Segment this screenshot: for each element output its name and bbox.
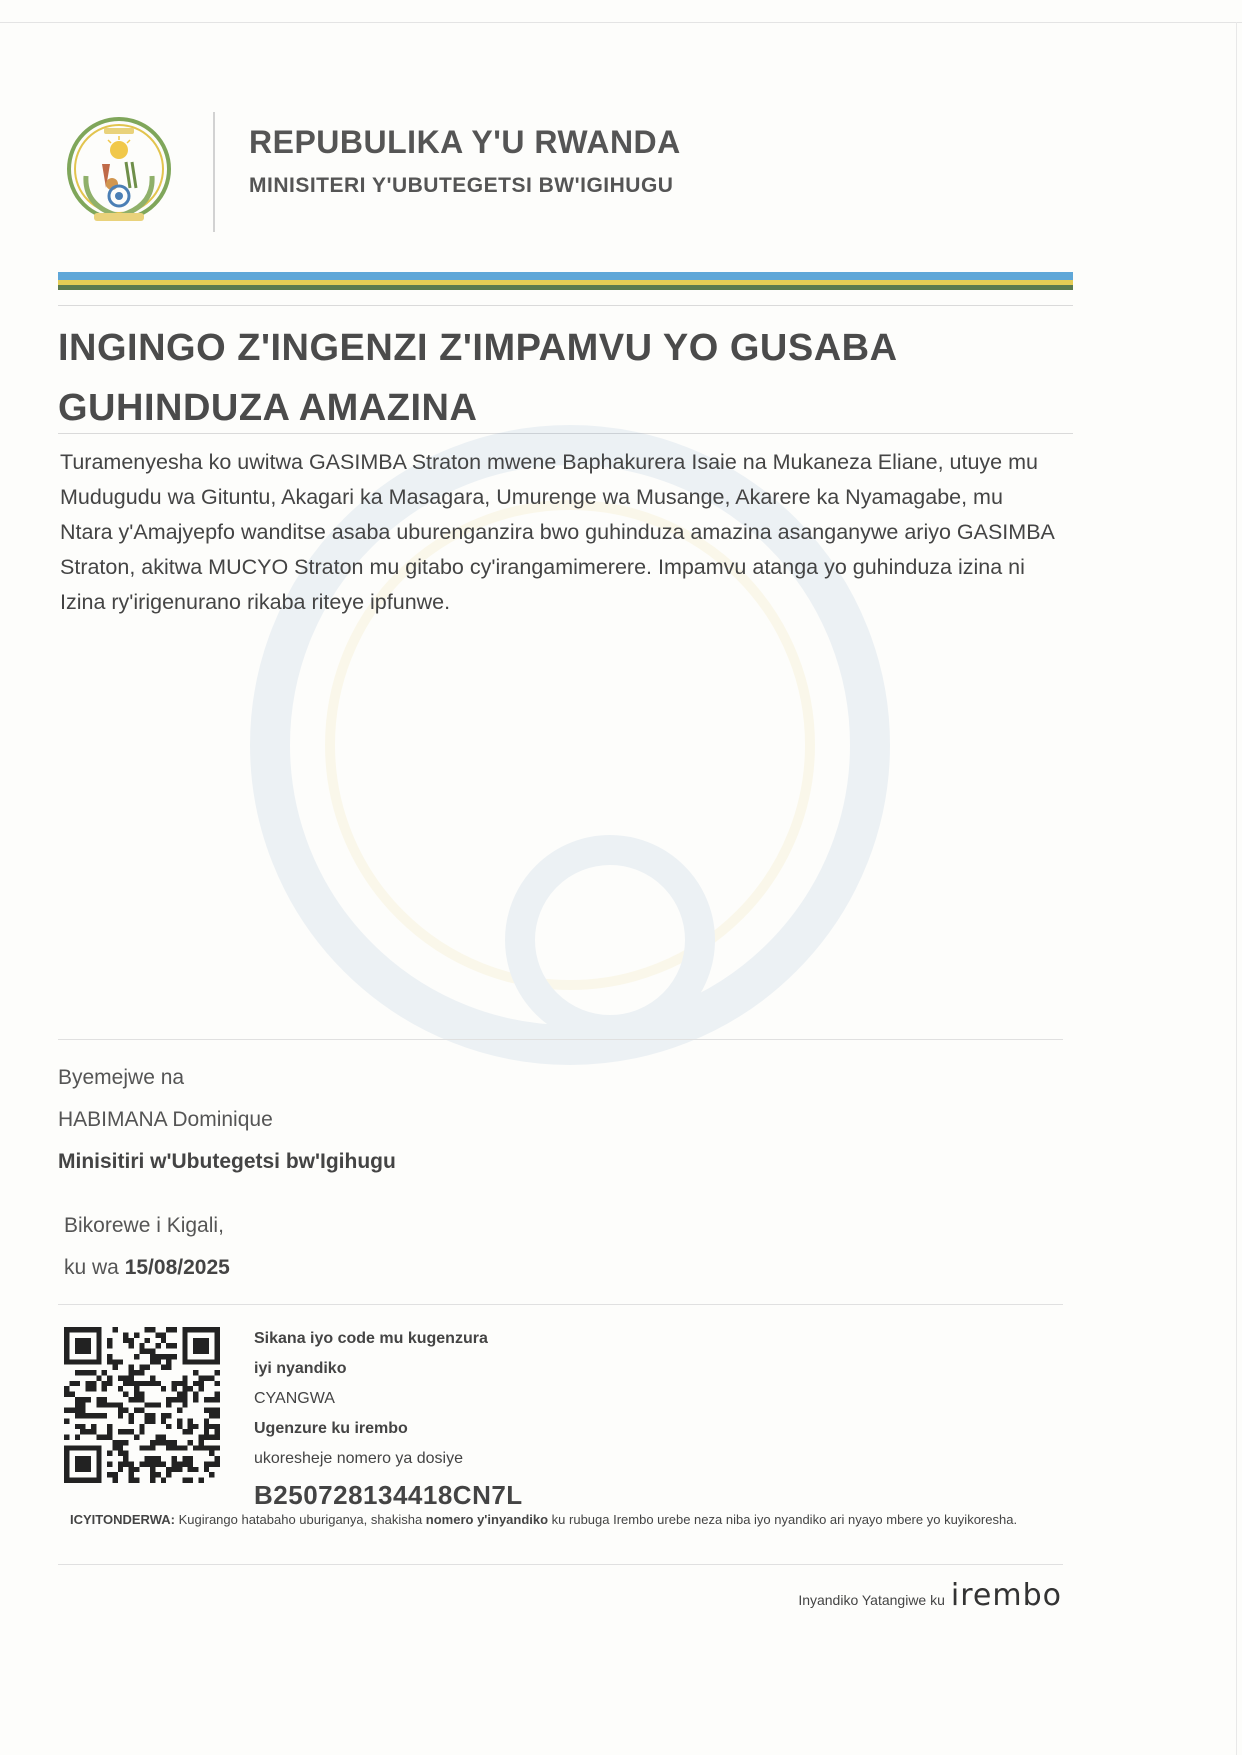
document-body: Turamenyesha ko uwitwa GASIMBA Straton mwene Baphakurera Isaie na Mukaneza Eliane, utuye mu Mudugudu wa Gituntu, Akagari ka Masagara, Umurenge wa Musange, Akarere ka Nyamagabe, mu Ntara y'Amajyepfo wanditse asaba uburenganzira bwo guhinduza amazina asanganywe ariyo GASIMBA Straton, akitwa MUCYO Straton mu gitabo cy'irangamimerere. Impamvu atanga yo guhinduza izina ni Izina ry'irigenurano rikaba riteye ipfunwe.	[60, 450, 1054, 614]
divider	[58, 1039, 1063, 1040]
qr-code-icon[interactable]	[64, 1327, 220, 1483]
page-right-edge	[1236, 22, 1237, 1755]
irembo-logo[interactable]: irembo	[950, 1578, 1062, 1613]
divider	[58, 305, 1073, 306]
flag-stripe-blue	[58, 272, 1073, 280]
footer	[798, 1578, 1062, 1613]
dossier-number: B250728134418CN7L	[254, 1480, 523, 1510]
ministry-heading: MINISITERI Y'UBUTEGETSI BW'IGIHUGU	[249, 174, 674, 197]
notice-highlight: nomero y'inyandiko	[425, 1512, 549, 1527]
notice-text-b: ku rubuga Irembo urebe neza niba iyo nyandiko ari nyayo mbere yo kuyikoresha.	[548, 1512, 1018, 1527]
verify-line-1: Sikana iyo code mu kugenzura	[254, 1330, 488, 1347]
verify-line-4: Ugenzure ku irembo	[254, 1420, 408, 1437]
verify-line-5: ukoresheje nomero ya dosiye	[254, 1450, 464, 1467]
issue-place: Bikorewe i Kigali,	[64, 1214, 224, 1237]
divider	[58, 1304, 1063, 1305]
verification-block	[254, 1324, 754, 1511]
document-title: INGINGO Z'INGENZI Z'IMPAMVU YO GUSABA GUHINDUZA AMAZINA	[58, 327, 897, 429]
page-top-edge	[0, 22, 1242, 23]
notice	[70, 1508, 1030, 1532]
issue-date-line	[64, 1256, 230, 1280]
notice-text-a: Kugirango hatabaho uburiganya, shakisha	[174, 1512, 426, 1527]
approved-by-label: Byemejwe na	[58, 1066, 185, 1089]
republic-heading: REPUBULIKA Y'U RWANDA	[249, 124, 681, 160]
divider	[58, 1564, 1063, 1565]
header-divider	[213, 112, 215, 232]
flag-stripes	[58, 272, 1073, 294]
verify-line-2: iyi nyandiko	[254, 1360, 347, 1377]
verify-line-3: CYANGWA	[254, 1390, 335, 1407]
signer-title: Minisitiri w'Ubutegetsi bw'Igihugu	[58, 1150, 396, 1173]
date-prefix: ku wa	[64, 1256, 119, 1279]
rwanda-coat-of-arms-icon	[66, 116, 172, 232]
signer-name: HABIMANA Dominique	[58, 1108, 273, 1131]
notice-label: ICYITONDERWA:	[70, 1512, 175, 1527]
issue-date: 15/08/2025	[124, 1256, 230, 1279]
issued-by-label: Inyandiko Yatangiwe ku	[798, 1592, 945, 1608]
flag-stripe-green	[58, 285, 1073, 290]
